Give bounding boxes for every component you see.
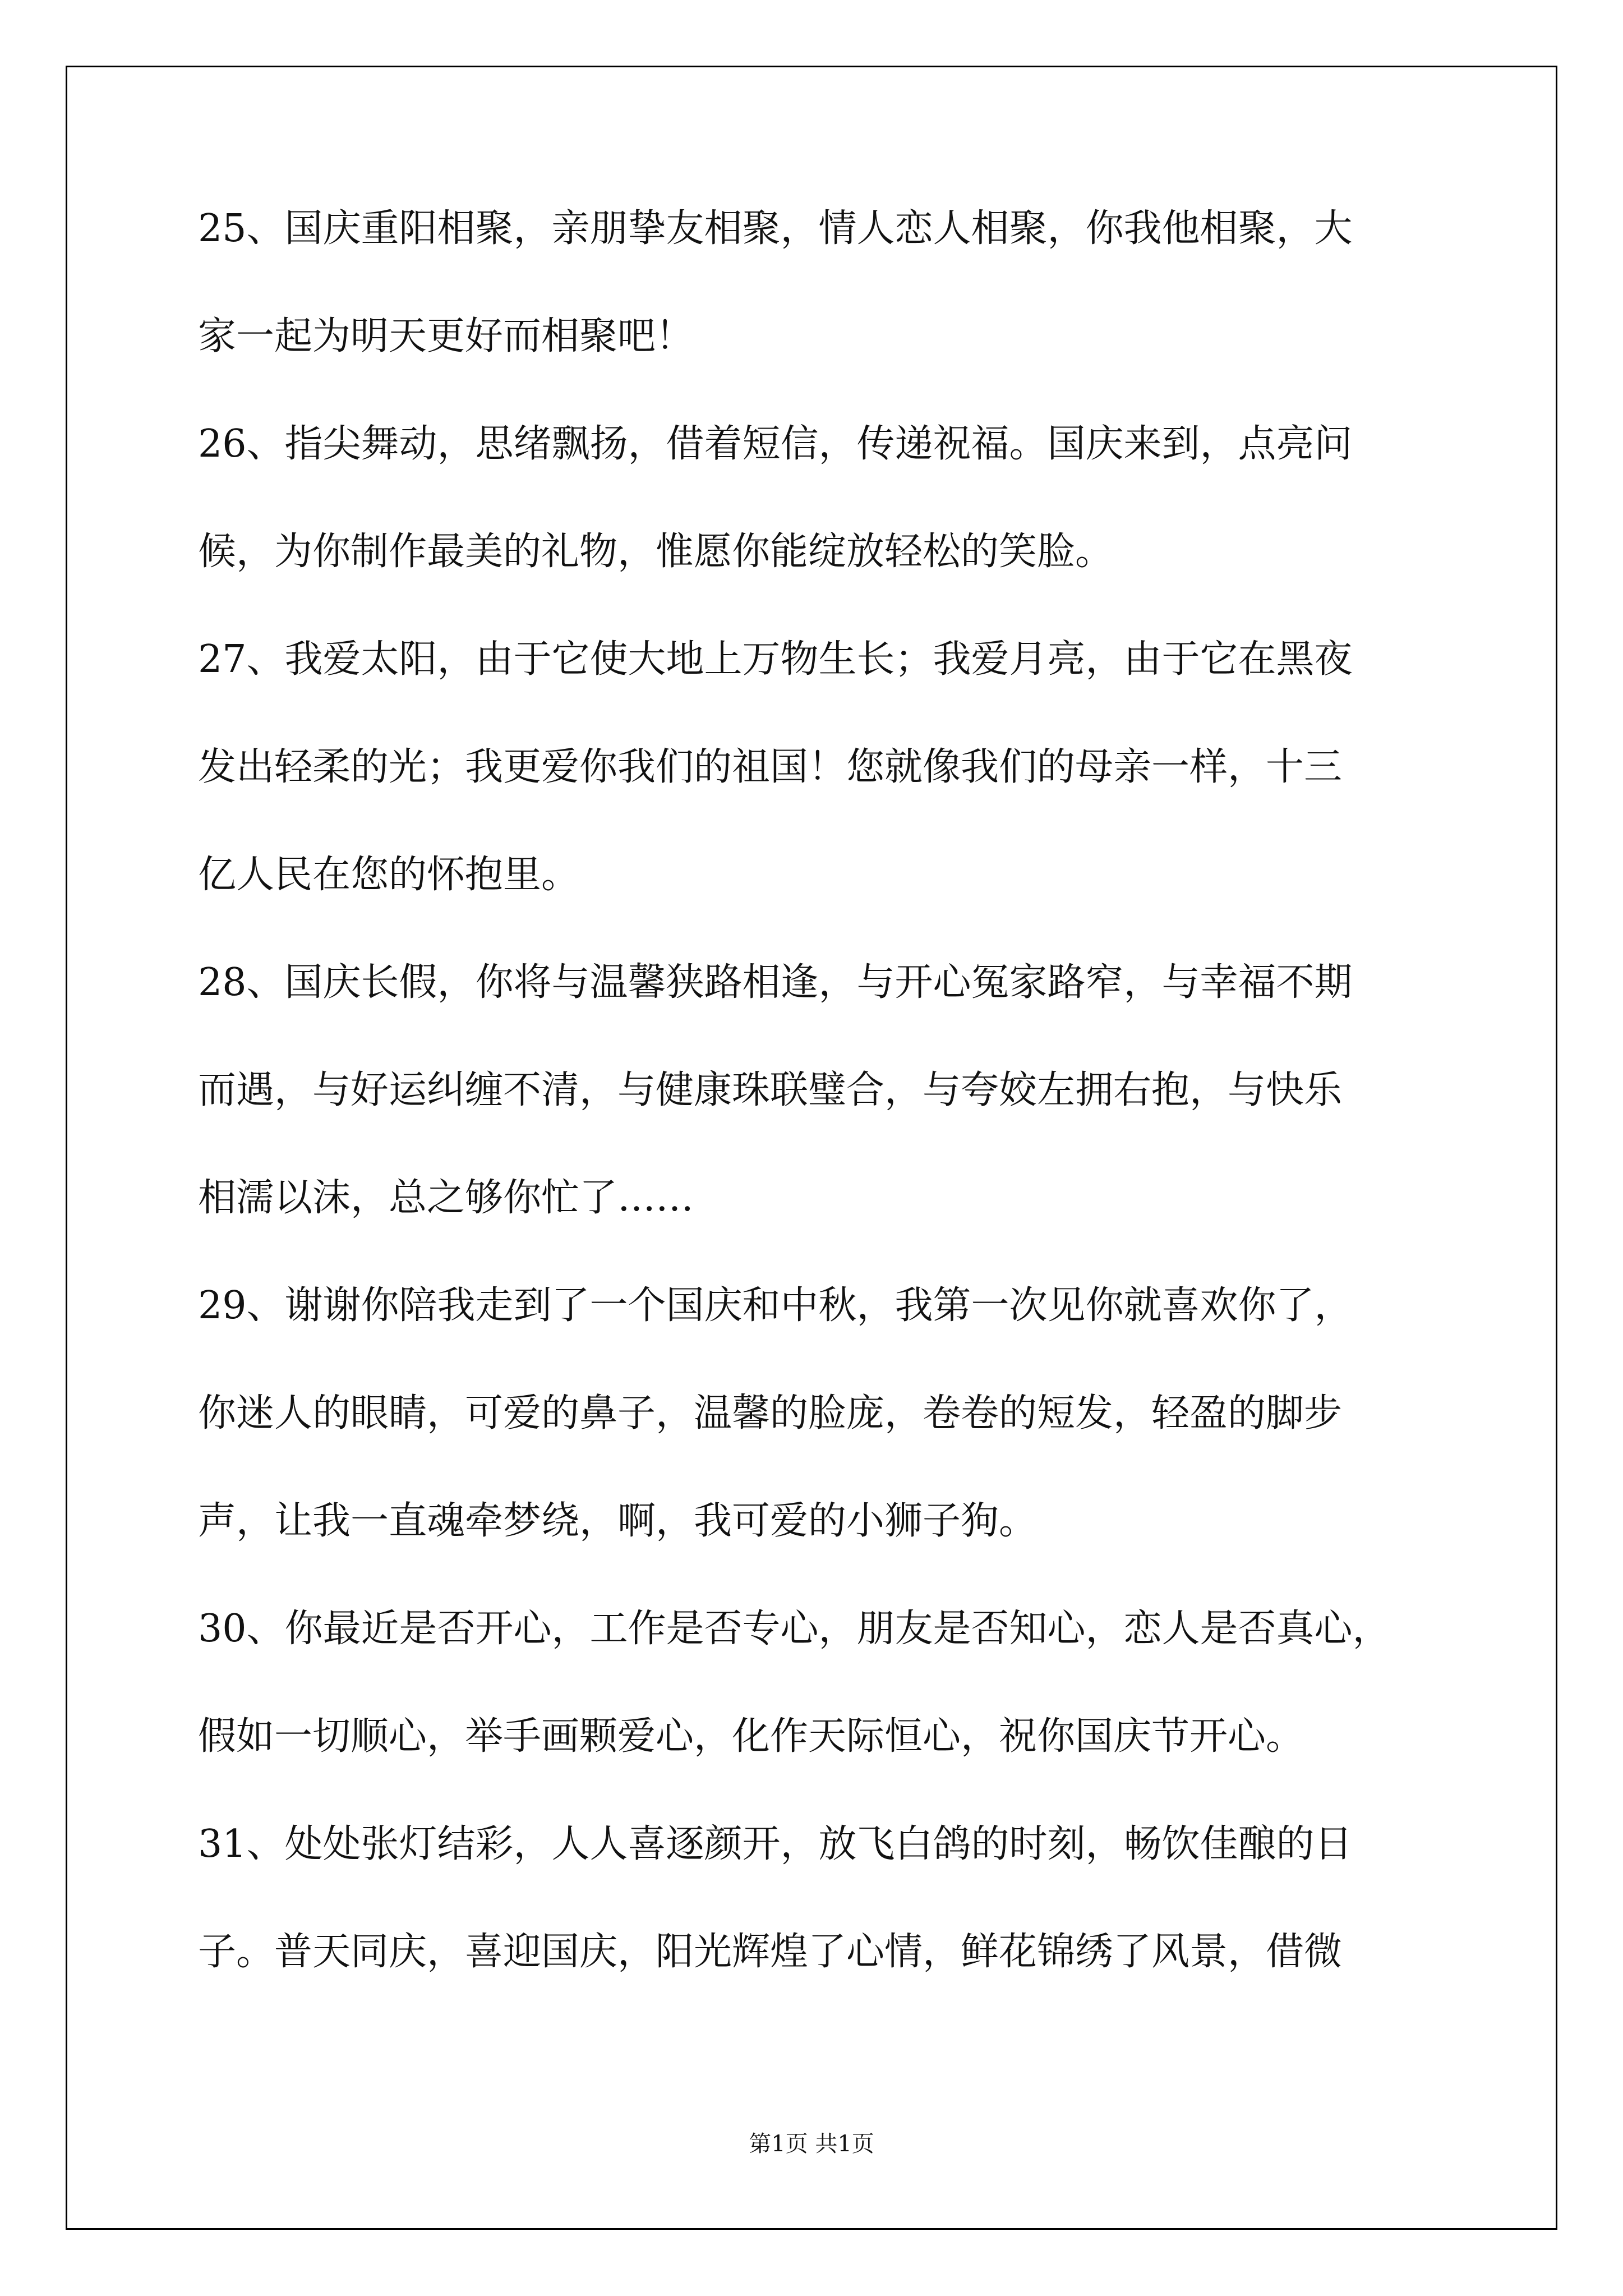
text-line: 26、指尖舞动，思绪飘扬，借着短信，传递祝福。国庆来到，点亮问 [198, 422, 1353, 466]
text-line: 25、国庆重阳相聚，亲朋挚友相聚，情人恋人相聚，你我他相聚，大 [198, 206, 1353, 251]
text-line: 亿人民在您的怀抱里。 [198, 853, 580, 897]
text-line: 你迷人的眼睛，可爱的鼻子，温馨的脸庞，卷卷的短发，轻盈的脚步 [198, 1391, 1343, 1435]
text-line: 31、处处张灯结彩，人人喜逐颜开，放飞白鸽的时刻，畅饮佳酿的日 [198, 1822, 1353, 1866]
text-line: 29、谢谢你陪我走到了一个国庆和中秋，我第一次见你就喜欢你了， [198, 1283, 1353, 1328]
text-line: 声，让我一直魂牵梦绕，啊，我可爱的小狮子狗。 [198, 1499, 1038, 1543]
text-line: 家一起为明天更好而相聚吧！ [198, 314, 694, 358]
text-line: 候，为你制作最美的礼物，惟愿你能绽放轻松的笑脸。 [198, 530, 1114, 574]
text-line: 子。普天同庆，喜迎国庆，阳光辉煌了心情，鲜花锦绣了风景，借微 [198, 1930, 1343, 1974]
text-line: 而遇，与好运纠缠不清，与健康珠联璧合，与夸姣左拥右抱，与快乐 [198, 1068, 1343, 1112]
text-line: 30、你最近是否开心，工作是否专心，朋友是否知心，恋人是否真心， [198, 1607, 1391, 1651]
text-line: 相濡以沫，总之够你忙了…… [198, 1176, 694, 1220]
text-line: 28、国庆长假，你将与温馨狭路相逢，与开心冤家路窄，与幸福不期 [198, 960, 1353, 1005]
text-line: 发出轻柔的光；我更爱你我们的祖国！您就像我们的母亲一样，十三 [198, 745, 1343, 789]
page-number-footer: 第1页 共1页 [749, 2131, 874, 2157]
text-line: 27、我爱太阳，由于它使大地上万物生长；我爱月亮，由于它在黑夜 [198, 637, 1353, 682]
page-border [66, 66, 1557, 2230]
text-line: 假如一切顺心，举手画颗爱心，化作天际恒心，祝你国庆节开心。 [198, 1714, 1304, 1759]
